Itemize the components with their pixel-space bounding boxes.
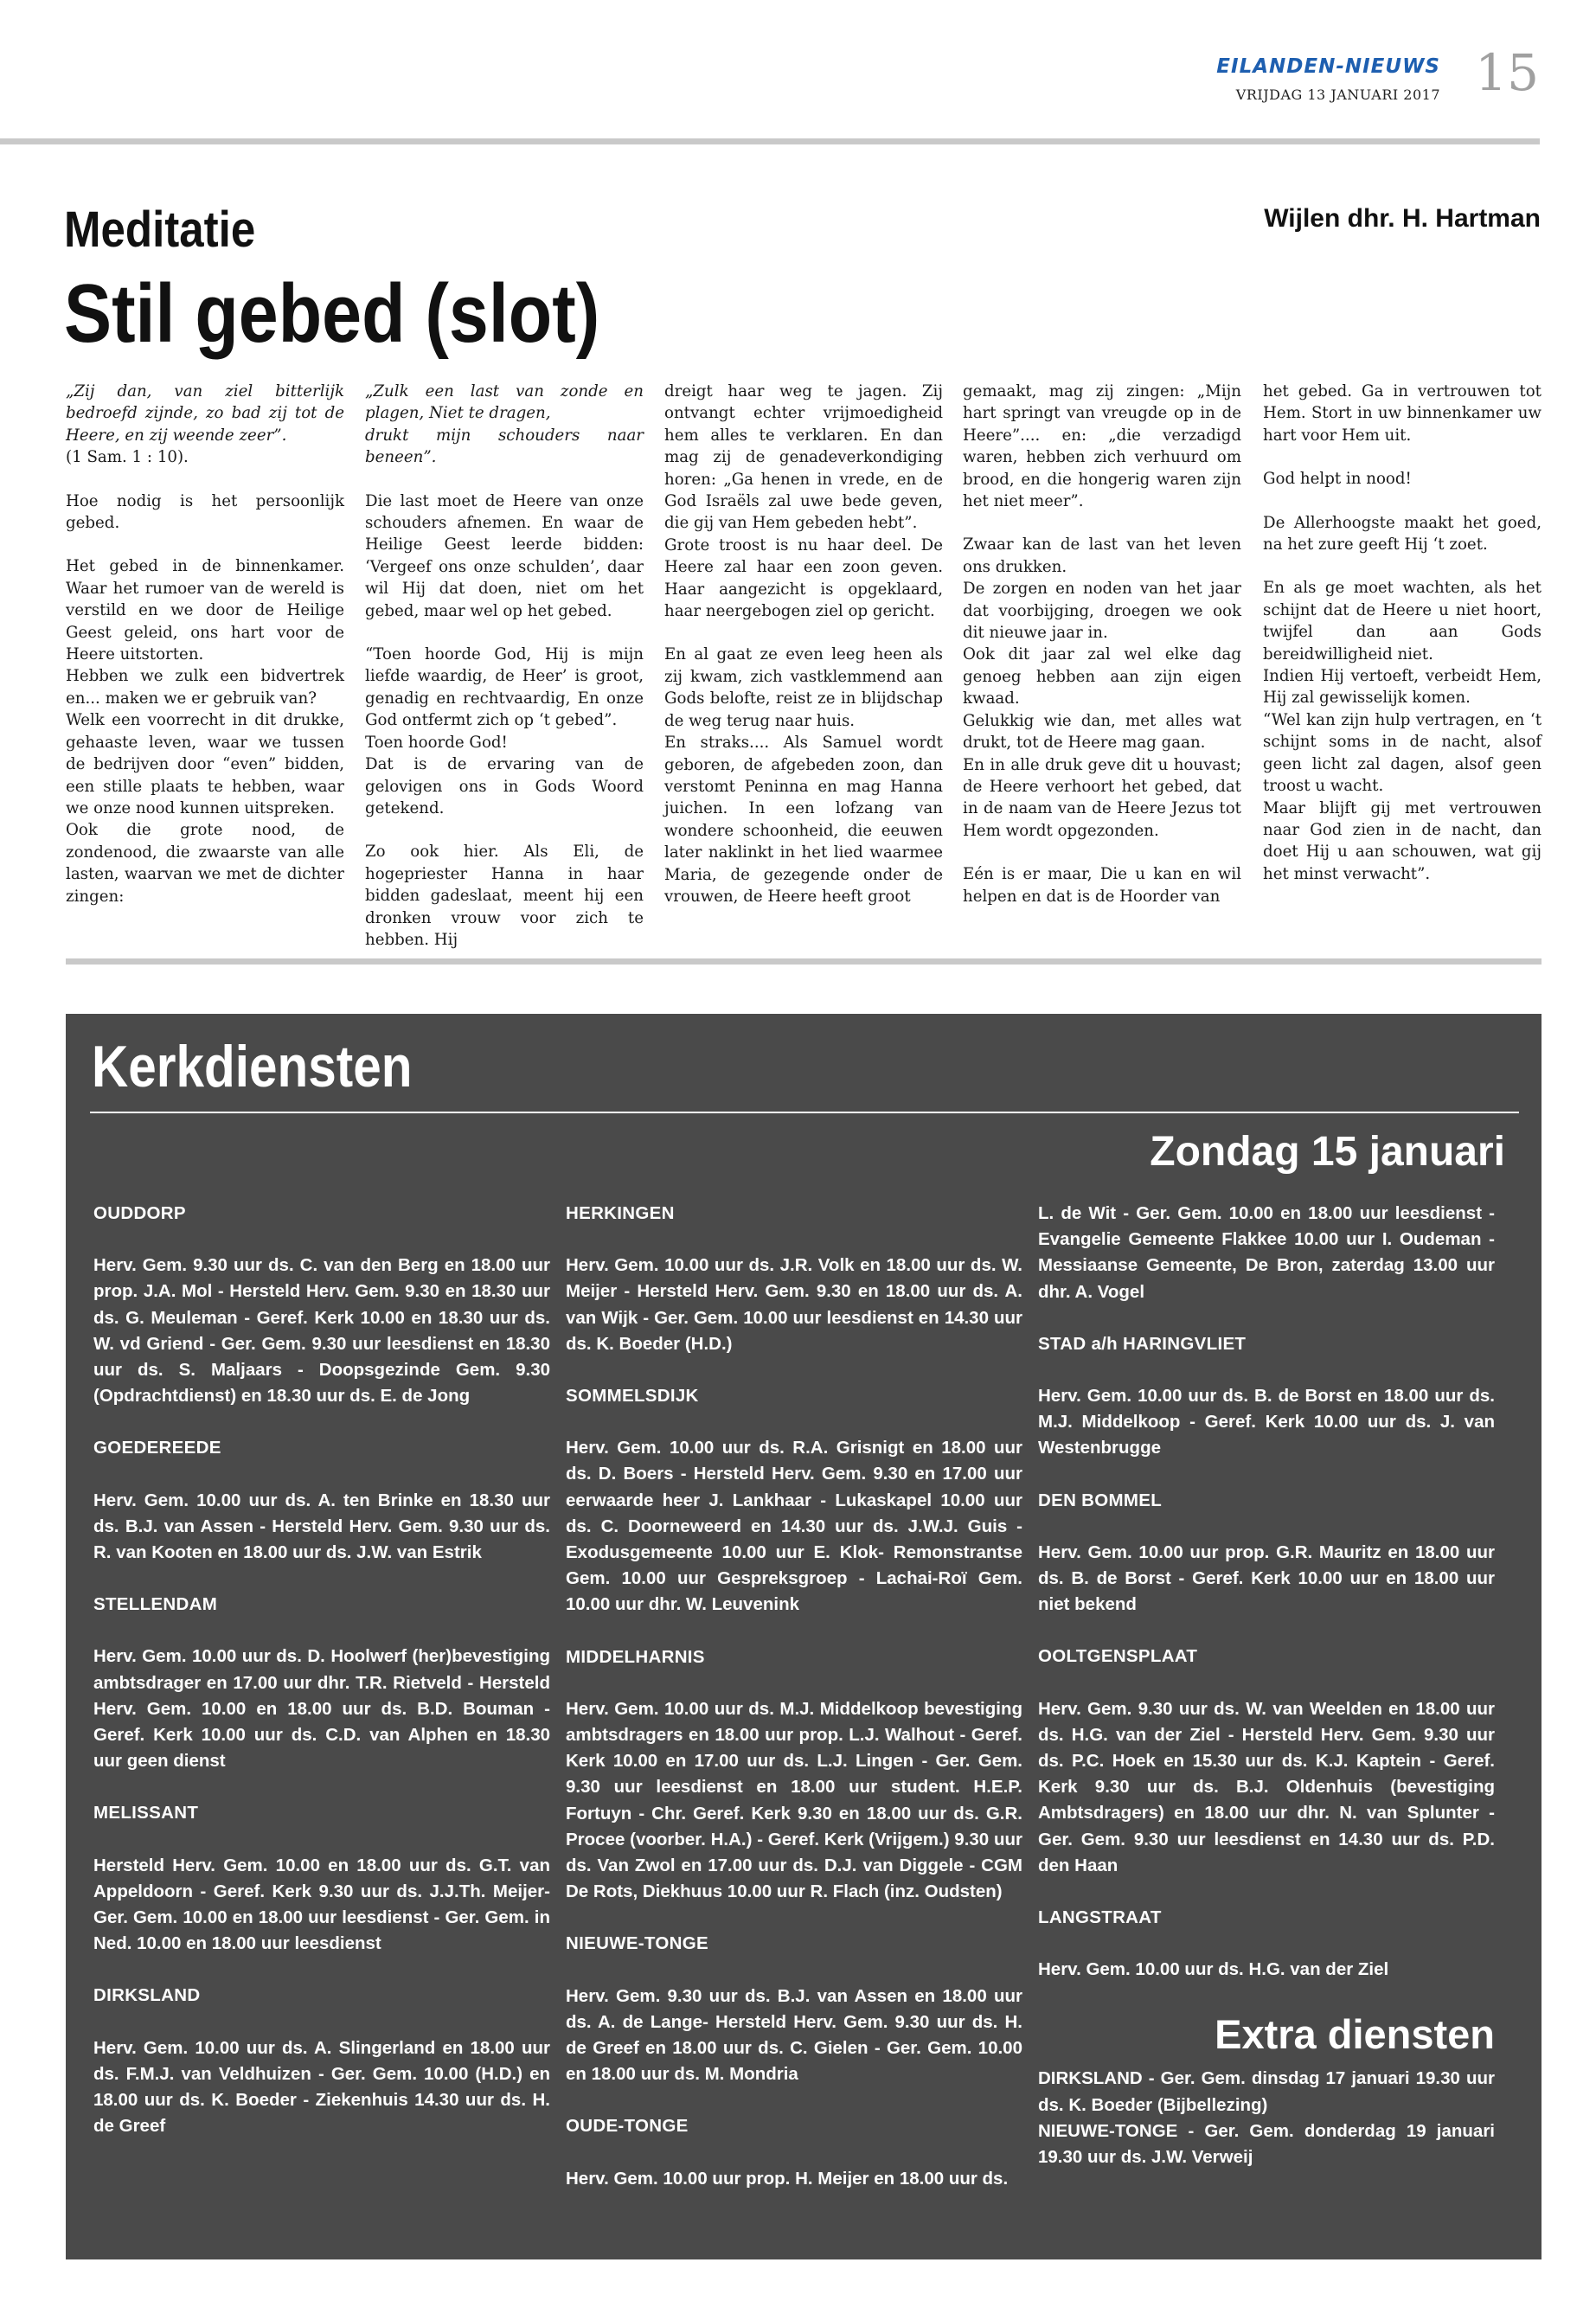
article-column-5 xyxy=(1263,381,1542,885)
article-paragraph: Gelukkig wie dan, met alles wat drukt, tot de Heere mag gaan. xyxy=(963,711,1241,753)
issue-date: VRIJDAG 13 JANUARI 2017 xyxy=(1235,87,1440,103)
service-town-heading: MELISSANT xyxy=(93,1803,199,1823)
article-paragraph: Maar blijft gij met vertrouwen naar God zien in de nacht, dan doet Hij u aan schouwen, wat gij het minst verwacht”. xyxy=(1263,798,1542,883)
article-column-1 xyxy=(66,381,344,907)
extra-services-title: Extra diensten xyxy=(1215,2011,1495,2058)
page-number: 15 xyxy=(1475,43,1539,102)
article-paragraph: Die last moet de Heere van onze schouders afnemen. En waar de Heilige Geest leerde bidden: ‘Vergeef ons onze schulden’, daar wil Hij dat doen, niet om het gebed, maar wel op het gebed. xyxy=(365,491,644,620)
service-listing: Herv. Gem. 10.00 uur prop. G.R. Mauritz en 18.00 uur ds. B. de Borst - Geref. Kerk 10.00 uur en 18.00 uur niet bekend xyxy=(1038,1541,1495,1615)
services-column-3 xyxy=(1038,1201,1495,2170)
article-column-4 xyxy=(963,381,1241,907)
service-listing: Herv. Gem. 10.00 uur ds. J.R. Volk en 18.00 uur ds. W. Meijer - Hersteld Herv. Gem. 9.30 en 18.00 uur ds. A. van Wijk - Ger. Gem. 10.00 uur leesdienst en 14.30 uur ds. K. Boeder (H.D.) xyxy=(566,1255,1022,1354)
article-paragraph: drukt mijn schouders naar beneen”. xyxy=(365,426,644,467)
services-column-2 xyxy=(566,1201,1022,2218)
article-paragraph: Welk een voorrecht in dit drukke, gehaaste leven, waar we tussen de bedrijven door “even” bidden, een stille plaats te hebben, waar we onze nood kunnen uitspreken. xyxy=(66,711,344,817)
service-town-heading: OUDE-TONGE xyxy=(566,2116,689,2137)
article-paragraph: Het gebed in de binnenkamer. Waar het rumoer van de wereld is verstild en we door de Heilige Geest geleid, ons hart voor de Heere uitstorten. xyxy=(66,557,344,664)
article-paragraph: Dat is de ervaring van de gelovigen ons in Gods Woord getekend. xyxy=(365,755,644,817)
service-town-heading: OOLTGENSPLAAT xyxy=(1038,1646,1198,1667)
extra-service-listing: NIEUWE-TONGE - Ger. Gem. donderdag 19 januari 19.30 uur ds. J.W. Verweij xyxy=(1038,2120,1495,2168)
article-body xyxy=(66,381,1542,949)
masthead-divider xyxy=(0,138,1540,144)
article-paragraph: „Zulk een last van zonde en plagen, Niet te dragen, xyxy=(365,382,644,423)
article-paragraph: Grote troost is nu haar deel. De Heere zal haar een zoon geven. Haar aangezicht is opgeklaard, haar neergebogen ziel op gericht. xyxy=(664,535,943,621)
service-listing: Herv. Gem. 10.00 uur ds. A. Slingerland en 18.00 uur ds. F.M.J. van Veldhuizen - Ger. Gem. 10.00 (H.D.) en 18.00 uur ds. K. Boeder - Ziekenhuis 14.30 uur ds. H. de Greef xyxy=(93,2037,550,2137)
services-date: Zondag 15 januari xyxy=(1150,1129,1505,1175)
article-paragraph: En in alle druk geve dit u houvast; de Heere verhoort het gebed, dat in de naam van de Heere Jezus tot Hem wordt opgezonden. xyxy=(963,755,1241,840)
masthead xyxy=(0,0,1596,147)
service-listing: Herv. Gem. 9.30 uur ds. W. van Weelden en 18.00 uur ds. H.G. van der Ziel - Hersteld Herv. Gem. 9.30 uur ds. P.C. Hoek en 15.30 uur ds. K.J. Kaptein - Geref. Kerk 9.30 uur ds. B.J. Oldenhuis (bevestiging Ambtsdragers) en 18.00 uur dhr. N. van Splunter - Ger. Gem. 9.30 uur leesdienst en 14.30 uur ds. P.D. den Haan xyxy=(1038,1698,1495,1875)
service-town-heading: SOMMELSDIJK xyxy=(566,1386,699,1407)
newspaper-brand: EILANDEN-NIEUWS xyxy=(1216,55,1440,78)
article-byline: Wijlen dhr. H. Hartman xyxy=(1264,204,1541,233)
services-column-1 xyxy=(93,1201,550,2165)
service-town-heading: MIDDELHARNIS xyxy=(566,1646,705,1667)
article-paragraph: Eén is er maar, Die u kan en wil helpen en dat is de Hoorder van xyxy=(963,865,1241,906)
article-paragraph: Ook dit jaar zal wel elke dag genoeg hebben aan zijn eigen kwaad. xyxy=(963,645,1241,708)
article-paragraph: Ook die grote nood, de zondenood, die zwaarste van alle lasten, waarvan we met de dichter zingen: xyxy=(66,821,344,906)
article-headline: Stil gebed (slot) xyxy=(64,267,600,360)
article-paragraph: En al gaat ze even leeg heen als zij kwam, zich vastklemmend aan Gods belofte, reist ze in blijdschap de weg terug naar huis. xyxy=(664,645,943,730)
article-paragraph: Zo ook hier. Als Eli, de hogepriester Hanna in haar bidden gadeslaat, meent hij een dronken vrouw voor zich te hebben. Hij xyxy=(365,843,644,949)
service-town-heading: STAD a/h HARINGVLIET xyxy=(1038,1333,1247,1354)
section-label: Meditatie xyxy=(64,202,256,258)
article-paragraph: “Wel kan zijn hulp vertragen, en ‘t schijnt soms in de nacht, alsof geen licht zal dagen, alsof geen troost u wacht. xyxy=(1263,710,1542,796)
article-paragraph: het gebed. Ga in vertrouwen tot Hem. Stort in uw binnenkamer uw hart voor Hem uit. xyxy=(1263,382,1542,445)
extra-service-listing: DIRKSLAND - Ger. Gem. dinsdag 17 januari 19.30 uur ds. K. Boeder (Bijbellezing) xyxy=(1038,2068,1495,2115)
service-listing: Herv. Gem. 10.00 uur ds. B. de Borst en 18.00 uur ds. M.J. Middelkoop - Geref. Kerk 10.00 uur ds. J. van Westenbrugge xyxy=(1038,1386,1495,1458)
article-paragraph: „Zij dan, van ziel bitterlijk bedroefd zijnde, zo bad zij tot de Heere, en zij weende zeer”. xyxy=(66,382,344,445)
service-listing: Herv. Gem. 10.00 uur ds. M.J. Middelkoop bevestiging ambtsdragers en 18.00 uur prop. L.J. Walhout - Geref. Kerk 10.00 en 17.00 uur ds. L.J. Lingen - Ger. Gem. 9.30 uur leesdienst en 18.00 uur student. H.E.P. Fortuyn - Chr. Geref. Kerk 9.30 en 18.00 uur ds. G.R. Procee (voorber. H.A.) - Geref. Kerk (Vrijgem.) 9.30 uur ds. Van Zwol en 17.00 uur ds. D.J. van Diggele - CGM De Rots, Diekhuus 10.00 uur R. Flach (inz. Oudsten) xyxy=(566,1698,1022,1902)
article-paragraph: De Allerhoogste maakt het goed, na het zure geeft Hij ‘t zoet. xyxy=(1263,513,1542,554)
article-paragraph: dreigt haar weg te jagen. Zij ontvangt echter vrijmoedigheid hem alles te verklaren. En dan mag zij de genadeverkondiging horen: „Ga henen in vrede, en de God Israëls zal uwe bede geven, die gij van Hem gebeden hebt”. xyxy=(664,382,943,533)
article-paragraph: (1 Sam. 1 : 10). xyxy=(66,448,189,467)
article-paragraph: God helpt in nood! xyxy=(1263,470,1412,489)
service-listing: Herv. Gem. 10.00 uur ds. R.A. Grisnigt en 18.00 uur ds. D. Boers - Hersteld Herv. Gem. 9.30 en 17.00 uur eerwaarde heer J. Lankhaar - Lukaskapel 10.00 uur ds. C. Doorneweerd en 14.30 uur ds. J.W.J. Guis - Exodusgemeente 10.00 uur E. Klok- Remonstrantse Gem. 10.00 uur Gespreksgroep - Lachai-Roï Gem. 10.00 uur dhr. W. Leuvenink xyxy=(566,1438,1022,1615)
service-town-heading: OUDDORP xyxy=(93,1203,186,1223)
services-title: Kerkdiensten xyxy=(92,1034,413,1099)
service-listing: Herv. Gem. 10.00 uur prop. H. Meijer en 18.00 uur ds. xyxy=(566,2168,1009,2189)
service-listing: Herv. Gem. 10.00 uur ds. H.G. van der Ziel xyxy=(1038,1959,1389,1980)
service-town-heading: NIEUWE-TONGE xyxy=(566,1933,708,1954)
church-services-panel xyxy=(66,1014,1542,2259)
article-paragraph: En straks.... Als Samuel wordt geboren, de afgebeden zoon, dan verstomt Peninna en mag Hanna juichen. In een lofzang van wondere schoonheid, die eeuwen later naklinkt in het lied waarmee Maria, de gezegende onder de vrouwen, de Heere heeft groot xyxy=(664,734,943,906)
service-town-heading: STELLENDAM xyxy=(93,1594,218,1615)
article-paragraph: En als ge moet wachten, als het schijnt dat de Heere u niet hoort, twijfel dan aan Gods bereidwilligheid niet. xyxy=(1263,579,1542,663)
article-column-3 xyxy=(664,381,943,907)
article-paragraph: gemaakt, mag zij zingen: „Mijn hart springt van vreugde op in de Heere”.... en: „die verzadigd waren, hebben zich verhuurd om brood, en die hongerig waren zijn het niet meer”. xyxy=(963,382,1241,511)
service-listing: Herv. Gem. 9.30 uur ds. C. van den Berg en 18.00 uur prop. J.A. Mol - Hersteld Herv. Gem. 9.30 en 18.30 uur ds. G. Meuleman - Geref. Kerk 10.00 en 18.30 uur ds. W. vd Griend - Ger. Gem. 9.30 uur leesdienst en 18.30 uur ds. S. Maljaars - Doopsgezinde Gem. 9.30 (Opdrachtdienst) en 18.30 uur ds. E. de Jong xyxy=(93,1255,550,1407)
article-paragraph: Indien Hij vertoeft, verbeidt Hem, Hij zal gewisselijk komen. xyxy=(1263,667,1542,708)
article-paragraph: “Toen hoorde God, Hij is mijn liefde waardig, de Heer’ is groot, genadig en rechtvaardig, En onze God ontfermt zich op ‘t gebed”. xyxy=(365,645,644,730)
article-paragraph: Toen hoorde God! xyxy=(365,733,508,752)
service-town-heading: DIRKSLAND xyxy=(93,1985,201,2006)
services-divider xyxy=(90,1112,1519,1113)
service-town-heading: GOEDEREEDE xyxy=(93,1438,221,1458)
service-listing: Herv. Gem. 10.00 uur ds. D. Hoolwerf (her)bevestiging ambtsdrager en 17.00 uur dhr. T.R. Rietveld - Hersteld Herv. Gem. 10.00 en 18.00 uur ds. B.D. Bouman - Geref. Kerk 10.00 uur ds. C.D. van Alphen en 18.30 uur geen dienst xyxy=(93,1646,550,1772)
service-listing: Herv. Gem. 10.00 uur ds. A. ten Brinke en 18.30 uur ds. B.J. van Assen - Hersteld Herv. Gem. 9.30 uur ds. R. van Kooten en 18.00 uur ds. J.W. van Estrik xyxy=(93,1490,550,1563)
service-listing: Herv. Gem. 9.30 uur ds. B.J. van Assen en 18.00 uur ds. A. de Lange- Hersteld Herv. Gem. 9.30 uur ds. H. de Greef en 18.00 uur ds. C. Gielen - Ger. Gem. 10.00 en 18.00 uur ds. M. Mondria xyxy=(566,1985,1022,2085)
article-paragraph: Zwaar kan de last van het leven ons drukken. xyxy=(963,535,1241,576)
article-divider xyxy=(66,958,1542,965)
service-listing: Hersteld Herv. Gem. 10.00 en 18.00 uur ds. G.T. van Appeldoorn - Geref. Kerk 9.30 uur ds. J.J.Th. Meijer- Ger. Gem. 10.00 en 18.00 uur leesdienst - Ger. Gem. in Ned. 10.00 en 18.00 uur leesdienst xyxy=(93,1855,550,1954)
service-town-heading: LANGSTRAAT xyxy=(1038,1907,1162,1928)
service-town-heading: HERKINGEN xyxy=(566,1203,675,1223)
article-paragraph: Hebben we zulk een bidvertrek en... maken we er gebruik van? xyxy=(66,667,344,708)
article-paragraph: De zorgen en noden van het jaar dat voorbijging, droegen we ook dit nieuwe jaar in. xyxy=(963,580,1241,643)
article-paragraph: Hoe nodig is het persoonlijk gebed. xyxy=(66,491,344,533)
service-town-heading: DEN BOMMEL xyxy=(1038,1490,1163,1510)
article-column-2 xyxy=(365,381,644,951)
service-listing: L. de Wit - Ger. Gem. 10.00 en 18.00 uur leesdienst - Evangelie Gemeente Flakkee 10.00 uur I. Oudeman - Messiaanse Gemeente, De Bron, zaterdag 13.00 uur dhr. A. Vogel xyxy=(1038,1203,1495,1302)
